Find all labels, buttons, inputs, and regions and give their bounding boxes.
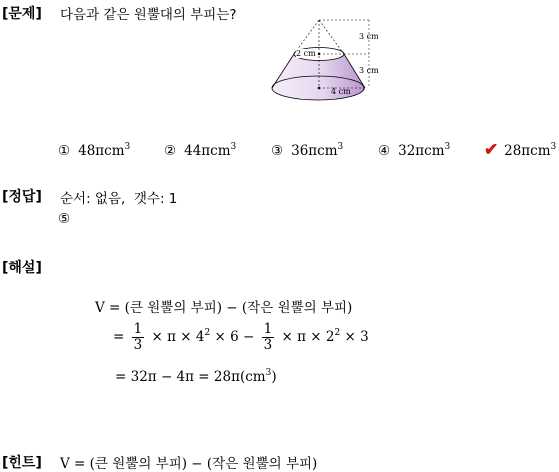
- answer-line: 순서: 없음, 갯수: 1: [60, 191, 178, 207]
- answer-label: [정답]: [2, 189, 42, 205]
- hint-label: [힌트]: [2, 455, 42, 471]
- dim-bottom-height: 3 cm: [359, 66, 379, 75]
- option-2[interactable]: ② 44πcm$^3$: [164, 142, 237, 159]
- explanation-line3: = $32\pi - 4\pi = 28\pi(cm^3)$: [115, 368, 277, 385]
- fraction-1-3: $\frac{1}{3}$: [133, 321, 143, 353]
- explanation-line2: = $\frac{1}{3}$ × $\pi \times 4^2 \times 6$ − $\frac{1}{3}$ × $\pi \times 2^2 \times 3$: [113, 321, 369, 353]
- hint-text: V = (큰 원뿔의 부피) − (작은 원뿔의 부피): [60, 456, 318, 472]
- answer-value: ⑤: [58, 211, 71, 227]
- checkmark-icon: ✔: [484, 140, 499, 160]
- problem-label: [문제]: [2, 6, 42, 22]
- option-5[interactable]: 28πcm$^3$: [504, 142, 557, 159]
- option-3[interactable]: ③ 36πcm$^3$: [271, 142, 344, 159]
- fraction-1-3-b: $\frac{1}{3}$: [263, 321, 273, 353]
- dim-small-radius: 2 cm: [296, 49, 316, 58]
- option-1[interactable]: ① 48πcm$^3$: [58, 142, 131, 159]
- dim-top-height: 3 cm: [359, 32, 379, 41]
- option-4[interactable]: ④ 32πcm$^3$: [378, 142, 451, 159]
- dim-large-radius: 4 cm: [331, 87, 351, 96]
- problem-question: 다음과 같은 원뿔대의 부피는?: [60, 7, 237, 23]
- explanation-label: [해설]: [2, 260, 42, 276]
- explanation-line1: V = (큰 원뿔의 부피) − (작은 원뿔의 부피): [95, 300, 353, 316]
- frustum-figure: [264, 14, 384, 106]
